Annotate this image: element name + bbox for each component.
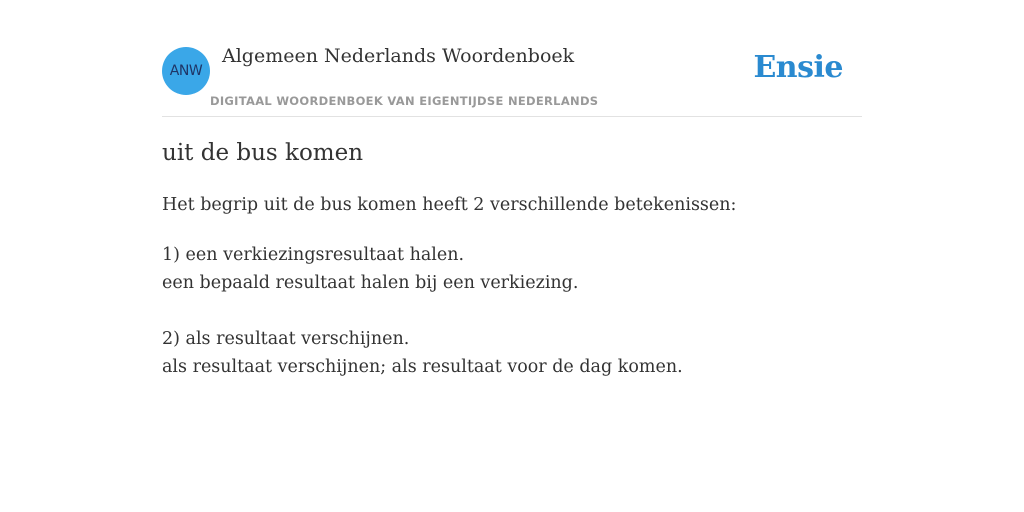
site-subtitle: DIGITAAL WOORDENBOEK VAN EIGENTIJDSE NEDERLANDS [210,94,599,108]
meaning-definition: als resultaat verschijnen; als resultaat voor de dag komen. [162,357,683,377]
ensie-brand-link[interactable]: Ensie [753,50,843,85]
site-header [162,0,862,117]
page-container [162,0,862,377]
logo-text: ANW [169,63,203,79]
anw-logo-icon[interactable] [162,47,210,95]
meaning-heading: 2) als resultaat verschijnen. [162,329,410,349]
meanings-list [162,241,683,409]
entry-title: uit de bus komen [162,140,364,166]
meaning-heading: 1) een verkiezingsresultaat halen. [162,245,465,265]
meaning-item [162,325,683,381]
entry-intro: Het begrip uit de bus komen heeft 2 verschillende betekenissen: [162,195,737,215]
site-title[interactable]: Algemeen Nederlands Woordenboek [222,45,575,67]
meaning-definition: een bepaald resultaat halen bij een verkiezing. [162,273,579,293]
meaning-item [162,241,683,297]
